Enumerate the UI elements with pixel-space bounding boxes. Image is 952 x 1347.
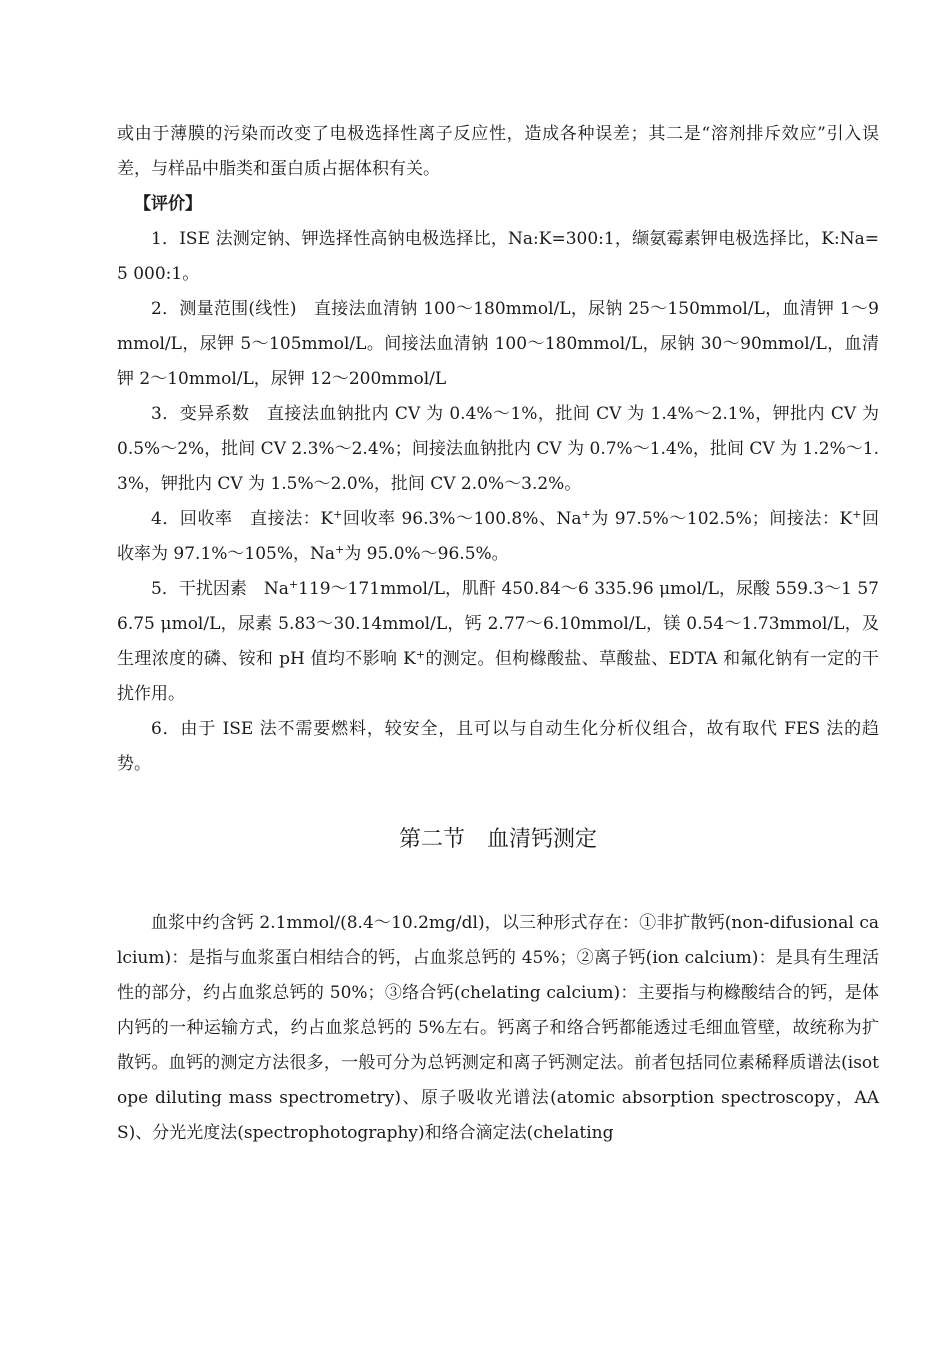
superscript-plus: + (333, 508, 343, 521)
evaluation-item-5 (117, 572, 879, 712)
item5-text-b: 119～171mmol/L，肌酐 450.84～6 335.96 μmol/L，尿酸 559.3～1 576.75 μmol/L，尿素 5.83～30.14mmol/L，钙 2.77～6.10mmol/L，镁 0.54～1.73mmol/L，及生理浓度的磷、铵和 pH 值均不影响 K (117, 579, 879, 669)
item5-text-c: 的测定。但枸橼酸盐、草酸盐、EDTA 和氟化钠有一定的干扰作用。 (117, 649, 879, 704)
superscript-plus: + (581, 508, 591, 521)
evaluation-item-6: 6．由于 ISE 法不需要燃料，较安全，且可以与自动生化分析仪组合，故有取代 FES 法的趋势。 (117, 719, 879, 774)
evaluation-heading: 【评价】 (134, 194, 202, 214)
item5-text-a: 5．干扰因素 Na (151, 579, 289, 599)
item4-text-b: 回收率 96.3%～100.8%、Na (342, 509, 582, 529)
item4-text-c: 为 97.5%～102.5%；间接法：K (590, 509, 853, 529)
superscript-plus: + (288, 578, 299, 591)
section-paragraph: 血浆中约含钙 2.1mmol/(8.4～10.2mg/dl)，以三种形式存在：①非扩散钙(non-difusional calcium)：是指与血浆蛋白相结合的钙，占血浆总钙的 45%；②离子钙(ion calcium)：是具有生理活性的部分，约占血浆总钙的 50%；③络合钙(chelating calcium)：主要指与枸橼酸结合的钙，是体内钙的一种运输方式，约占血浆总钙的 5%左右。钙离子和络合钙都能透过毛细血管壁，故统称为扩散钙。血钙的测定方法很多，一般可分为总钙测定和离子钙测定法。前者包括同位素稀释质谱法(isotope diluting mass spectrometry)、原子吸收光谱法(atomic absorption spectroscopy，AAS)、分光光度法(spectrophotography)和络合滴定法(chelating (117, 913, 879, 1143)
item4-text-a: 4．回收率 直接法：K (151, 509, 334, 529)
superscript-plus: + (852, 508, 862, 521)
page-content (117, 117, 879, 1151)
evaluation-item-3: 3．变异系数 直接法血钠批内 CV 为 0.4%～1%，批间 CV 为 1.4%～2.1%，钾批内 CV 为 0.5%～2%，批间 CV 2.3%～2.4%；间接法血钠批内 CV 为 0.7%～1.4%，批间 CV 为 1.2%～1.3%，钾批内 CV 为 1.5%～2.0%，批间 CV 2.0%～3.2%。 (117, 404, 879, 494)
evaluation-item-4 (117, 502, 879, 572)
item4-text-e: 为 95.0%～96.5%。 (344, 544, 509, 564)
evaluation-item-2: 2．测量范围(线性) 直接法血清钠 100～180mmol/L，尿钠 25～150mmol/L，血清钾 1～9mmol/L，尿钾 5～105mmol/L。间接法血清钠 100～180mmol/L，尿钠 30～90mmol/L，血清钾 2～10mmol/L，尿钾 12～200mmol/L (117, 299, 879, 389)
section-title: 第二节 血清钙测定 (398, 827, 597, 852)
item4-text-d: 回收率为 97.1%～105%，Na (117, 509, 879, 564)
evaluation-item-1: 1．ISE 法测定钠、钾选择性高钠电极选择比，Na:K=300:1，缬氨霉素钾电极选择比，K:Na=5 000:1。 (117, 229, 879, 284)
superscript-plus: + (335, 543, 345, 556)
intro-paragraph: 或由于薄膜的污染而改变了电极选择性离子反应性，造成各种误差；其二是“溶剂排斥效应”引入误差，与样品中脂类和蛋白质占据体积有关。 (117, 124, 879, 179)
superscript-plus: + (415, 648, 426, 661)
